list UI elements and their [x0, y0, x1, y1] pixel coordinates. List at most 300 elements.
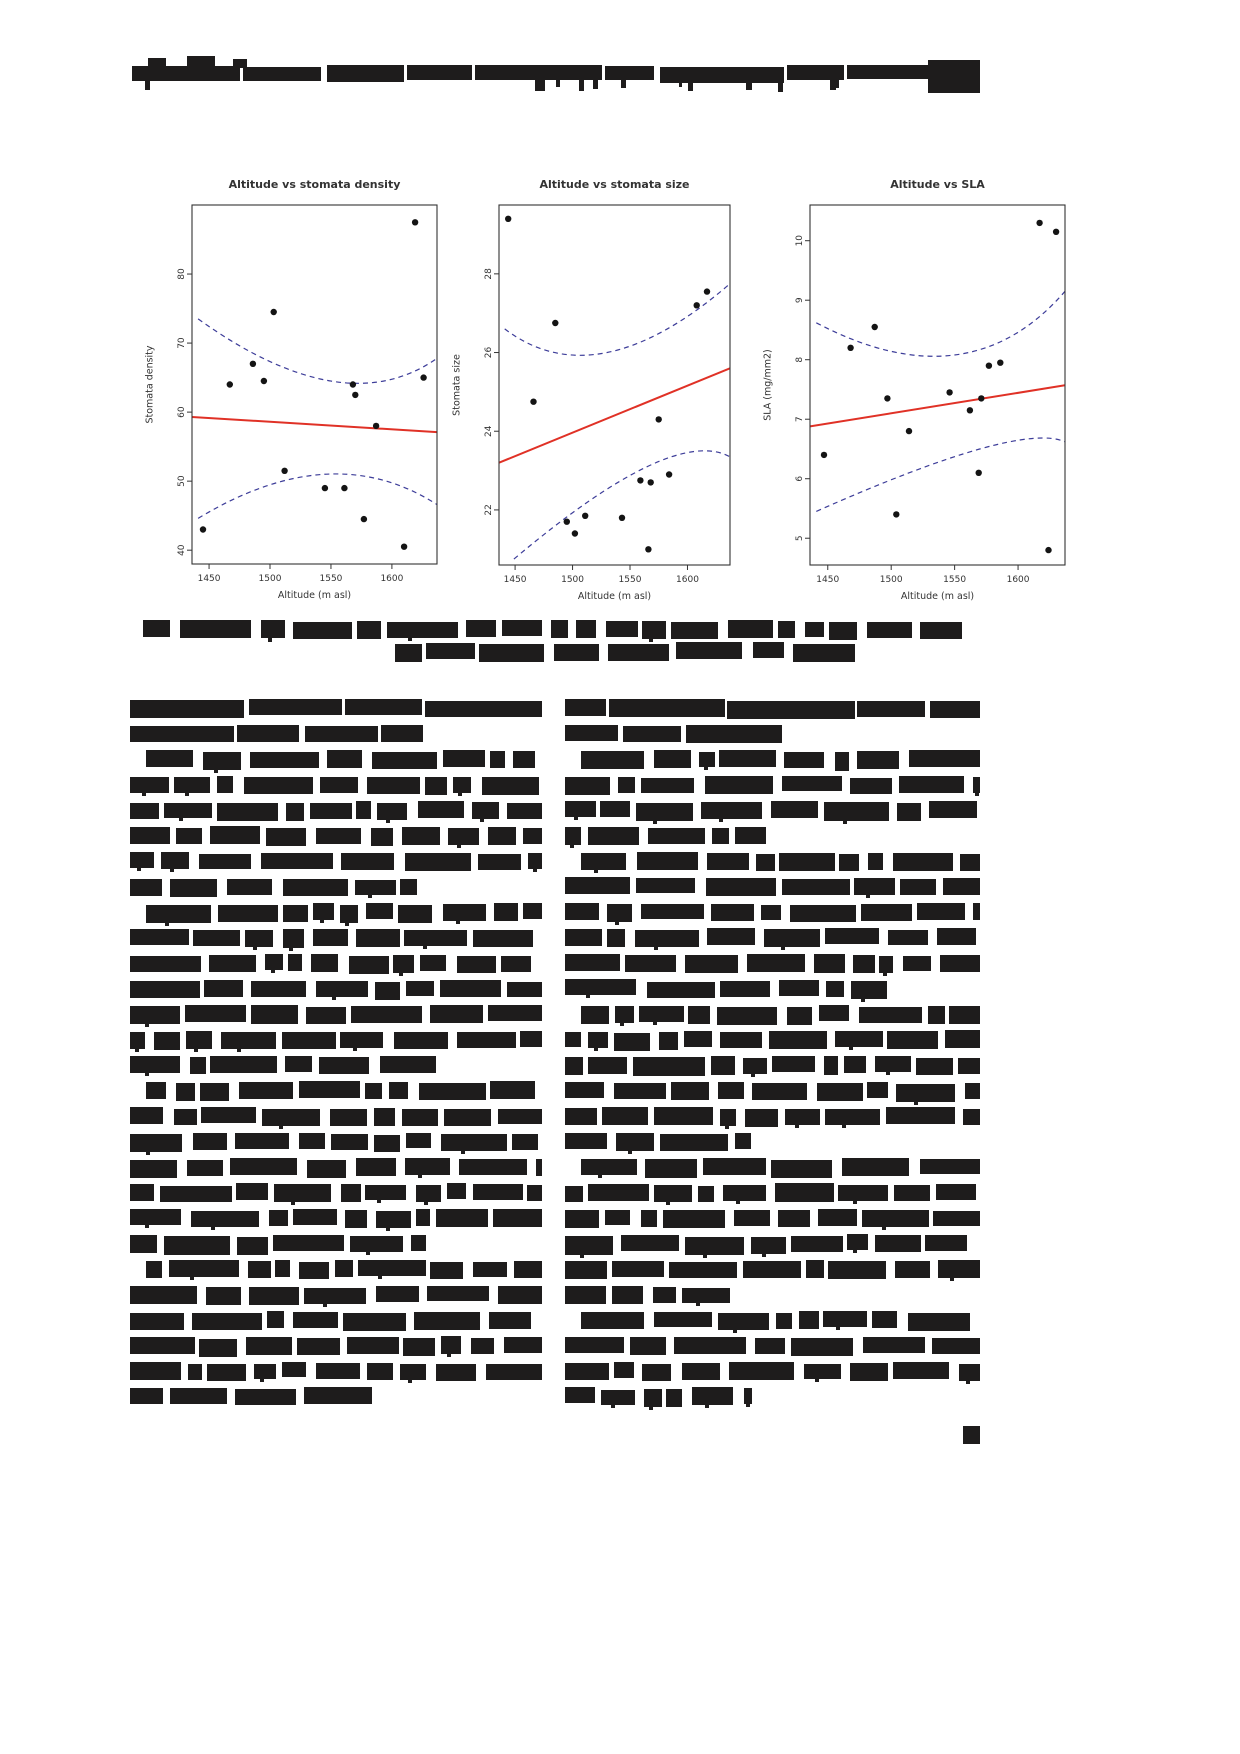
- redacted-text-bar: [376, 1286, 419, 1302]
- redacted-text-bar: [418, 801, 464, 818]
- redacted-text-bar: [616, 1133, 654, 1151]
- plot-box: [810, 205, 1065, 565]
- redacted-text-bar: [378, 1275, 382, 1279]
- x-tick-label: 1500: [561, 575, 585, 585]
- redacted-text-bar: [327, 750, 362, 767]
- redacted-text-bar: [261, 853, 332, 869]
- redacted-text-bar: [688, 1006, 710, 1024]
- redacted-text-bar: [365, 1083, 382, 1099]
- redacted-text-bar: [565, 1363, 609, 1380]
- redacted-text-bar: [313, 929, 348, 946]
- redacted-text-bar: [963, 1109, 980, 1125]
- redacted-text-bar: [825, 928, 879, 944]
- redacted-text-bar: [200, 1083, 229, 1102]
- redacted-text-bar: [440, 980, 501, 998]
- redacted-text-bar: [565, 1337, 624, 1353]
- redacted-text-bar: [227, 879, 272, 895]
- redacted-text-bar: [938, 1260, 980, 1278]
- redacted-text-bar: [494, 903, 518, 921]
- redacted-text-bar: [164, 1236, 230, 1254]
- redacted-text-bar: [842, 1158, 910, 1175]
- redacted-text-bar: [523, 828, 542, 845]
- redacted-text-bar: [771, 801, 819, 817]
- redacted-text-bar: [594, 1047, 598, 1051]
- redacted-text-bar: [482, 777, 539, 795]
- redacted-text-bar: [614, 1362, 634, 1378]
- redacted-text-bar: [862, 1210, 929, 1227]
- redacted-text-bar: [293, 1209, 337, 1225]
- redacted-text-bar: [574, 816, 578, 820]
- redacted-text-bar: [554, 644, 599, 661]
- redacted-text-bar: [746, 1403, 750, 1407]
- redacted-text-bar: [473, 1262, 507, 1278]
- redacted-text-bar: [660, 1134, 728, 1151]
- redacted-text-bar: [565, 1082, 604, 1098]
- plot-area: [810, 291, 1065, 511]
- redacted-text-bar: [706, 878, 776, 895]
- redacted-text-bar: [674, 1337, 746, 1354]
- plot-box: [499, 205, 730, 565]
- redacted-text-bar: [320, 777, 358, 793]
- redacted-text-bar: [965, 1083, 980, 1099]
- redacted-text-bar: [565, 1261, 607, 1278]
- redacted-text-bar: [316, 828, 361, 844]
- redacted-text-bar: [479, 644, 544, 662]
- data-point: [352, 392, 358, 398]
- redacted-text-bar: [761, 905, 781, 921]
- y-tick-label: 7: [795, 416, 805, 423]
- redacted-text-bar: [628, 1150, 632, 1154]
- redacted-text-bar: [859, 1007, 921, 1023]
- confidence-band-lower: [816, 438, 1065, 511]
- redacted-text-bar: [639, 1006, 684, 1022]
- redacted-text-bar: [630, 1337, 667, 1355]
- redacted-text-bar: [588, 1184, 649, 1202]
- redacted-text-bar: [718, 1082, 745, 1100]
- redacted-text-bar: [844, 1056, 866, 1072]
- redacted-text-bar: [145, 1224, 149, 1228]
- redacted-text-bar: [565, 877, 630, 894]
- redacted-text-bar: [565, 699, 606, 716]
- redacted-text-bar: [262, 1109, 320, 1126]
- redacted-text-bar: [443, 904, 486, 922]
- redacted-text-bar: [893, 853, 953, 871]
- redacted-text-bar: [425, 777, 447, 795]
- redacted-text-bar: [875, 1235, 920, 1252]
- redacted-text-bar: [416, 1185, 440, 1202]
- redacted-text-bar: [201, 1107, 255, 1123]
- redacted-text-bar: [179, 817, 183, 821]
- redacted-text-bar: [659, 1032, 678, 1050]
- redacted-text-bar: [174, 777, 211, 793]
- redacted-text-bar: [288, 954, 302, 970]
- data-point: [821, 452, 827, 458]
- redacted-text-bar: [486, 1364, 542, 1380]
- redacted-text-bar: [565, 801, 596, 818]
- redacted-text-bar: [895, 1261, 930, 1279]
- redacted-text-bar: [654, 1312, 712, 1327]
- redacted-text-bar: [174, 1109, 197, 1125]
- redacted-text-bar: [752, 1083, 807, 1100]
- redacted-text-bar: [623, 726, 681, 742]
- redacted-text-bar: [380, 1056, 436, 1073]
- redacted-text-bar: [779, 980, 819, 996]
- redacted-text-bar: [570, 844, 574, 848]
- redacted-text-bar: [266, 828, 306, 846]
- redacted-text-bar: [353, 1047, 357, 1051]
- redacted-text-bar: [963, 1426, 980, 1444]
- x-axis-ticks: [198, 564, 404, 584]
- redacted-text-bar: [176, 1083, 194, 1101]
- redacted-text-bar: [868, 853, 883, 870]
- redacted-text-bar: [735, 827, 767, 843]
- redacted-text-bar: [539, 80, 545, 91]
- redacted-text-bar: [402, 827, 440, 845]
- redacted-text-bar: [581, 1159, 637, 1175]
- redacted-text-bar: [928, 60, 980, 93]
- redacted-text-bar: [736, 1200, 740, 1204]
- data-point: [322, 485, 328, 491]
- redacted-text-bar: [211, 1226, 215, 1230]
- redacted-text-bar: [507, 803, 542, 819]
- redacted-text-bar: [400, 1364, 426, 1380]
- y-tick-label: 8: [795, 356, 805, 363]
- redacted-text-bar: [785, 1109, 819, 1125]
- redacted-text-bar: [403, 1338, 435, 1356]
- redacted-text-bar: [565, 929, 602, 945]
- redacted-text-bar: [565, 1133, 607, 1150]
- redacted-text-bar: [684, 1031, 712, 1047]
- redacted-text-bar: [148, 58, 166, 68]
- redacted-text-bar: [778, 80, 782, 92]
- x-tick-label: 1600: [380, 574, 404, 584]
- redacted-text-bar: [130, 726, 234, 742]
- redacted-text-bar: [426, 643, 475, 659]
- x-axis-label: Altitude (m asl): [577, 591, 652, 602]
- redacted-text-bar: [817, 1083, 864, 1101]
- redacted-text-bar: [843, 820, 847, 824]
- redacted-text-bar: [886, 1107, 954, 1125]
- data-point: [884, 395, 890, 401]
- redacted-text-bar: [973, 903, 980, 920]
- redacted-text-bar: [188, 1364, 202, 1381]
- redacted-text-bar: [523, 903, 542, 920]
- redacted-text-bar: [581, 853, 626, 870]
- redacted-text-bar: [908, 1313, 971, 1331]
- redacted-text-bar: [214, 769, 218, 773]
- redacted-text-bar: [685, 1237, 744, 1255]
- redacted-text-bar: [851, 981, 887, 999]
- redacted-text-bar: [154, 1032, 180, 1050]
- redacted-text-bar: [863, 1337, 925, 1352]
- redacted-text-bar: [914, 1101, 918, 1105]
- redacted-text-bar: [351, 1006, 422, 1023]
- redacted-text-bar: [443, 750, 485, 767]
- redacted-text-bar: [394, 1032, 448, 1049]
- x-tick-label: 1450: [503, 575, 527, 585]
- redacted-text-bar: [146, 1082, 166, 1099]
- redacted-text-bar: [949, 1006, 980, 1024]
- redacted-text-bar: [498, 1109, 542, 1124]
- redacted-text-bar: [853, 1200, 857, 1204]
- redacted-text-bar: [601, 1390, 635, 1406]
- redacted-text-bar: [755, 1338, 786, 1354]
- chart-title: Altitude vs stomata density: [228, 178, 401, 191]
- redacted-text-bar: [267, 1311, 284, 1328]
- redacted-text-bar: [704, 766, 708, 770]
- redacted-text-bar: [345, 699, 421, 715]
- redacted-text-bar: [781, 946, 785, 950]
- redacted-text-bar: [940, 955, 980, 972]
- redacted-text-bar: [775, 1183, 833, 1201]
- redacted-text-bar: [682, 1288, 730, 1304]
- redacted-text-bar: [400, 879, 417, 895]
- redacted-text-bar: [466, 620, 496, 637]
- redacted-text-bar: [654, 750, 691, 768]
- data-point: [271, 309, 277, 315]
- redacted-text-bar: [916, 1058, 953, 1075]
- redacted-text-bar: [221, 1032, 276, 1049]
- y-axis-ticks: [177, 268, 192, 556]
- redacted-text-bar: [130, 1056, 180, 1073]
- redacted-text-bar: [799, 1311, 819, 1329]
- redacted-text-bar: [717, 1007, 777, 1025]
- redacted-text-bar: [279, 1125, 283, 1129]
- redacted-text-bar: [424, 1201, 428, 1205]
- data-point: [505, 216, 511, 222]
- redacted-text-bar: [925, 1235, 967, 1252]
- redacted-text-bar: [787, 65, 844, 80]
- redacted-text-bar: [194, 1048, 198, 1052]
- redacted-text-bar: [565, 777, 610, 795]
- redacted-text-bar: [372, 752, 438, 769]
- data-point: [261, 378, 267, 384]
- redacted-text-bar: [701, 802, 761, 819]
- redacted-text-bar: [608, 644, 669, 661]
- redacted-text-bar: [260, 1378, 264, 1382]
- redacted-text-bar: [653, 1021, 657, 1025]
- redacted-text-bar: [930, 701, 980, 718]
- redacted-text-bar: [920, 622, 962, 639]
- redacted-text-bar: [335, 1260, 353, 1277]
- redacted-text-bar: [778, 1210, 810, 1226]
- redacted-text-bar: [135, 1048, 139, 1052]
- redacted-text-bar: [250, 752, 319, 769]
- redacted-text-bar: [251, 1005, 298, 1024]
- redacted-text-bar: [782, 776, 842, 792]
- redacted-text-bar: [386, 819, 390, 823]
- redacted-text-bar: [453, 777, 471, 794]
- confidence-band-upper: [816, 291, 1065, 356]
- redacted-text-bar: [819, 1005, 848, 1021]
- redacted-text-bar: [193, 930, 240, 946]
- redacted-text-bar: [441, 1336, 461, 1354]
- redacted-text-bar: [204, 980, 242, 996]
- redacted-text-bar: [423, 945, 427, 949]
- redacted-text-bar: [886, 1071, 890, 1075]
- redacted-text-bar: [893, 1362, 949, 1379]
- redacted-text-bar: [235, 1389, 296, 1405]
- y-tick-label: 60: [177, 406, 187, 418]
- data-point: [997, 360, 1003, 366]
- redacted-text-bar: [966, 1380, 970, 1384]
- redacted-text-bar: [586, 994, 590, 998]
- data-point: [872, 324, 878, 330]
- redacted-text-bar: [447, 1183, 466, 1199]
- redacted-text-bar: [132, 66, 240, 81]
- redacted-text-bar: [368, 894, 372, 898]
- data-point: [341, 485, 347, 491]
- redacted-text-bar: [193, 1133, 228, 1151]
- redacted-text-bar: [707, 928, 756, 945]
- redacted-text-bar: [271, 969, 275, 973]
- redacted-text-bar: [705, 1404, 709, 1408]
- redacted-text-bar: [387, 622, 458, 638]
- redacted-text-bar: [621, 1235, 679, 1251]
- redacted-text-bar: [332, 996, 336, 1000]
- redacted-text-bar: [685, 955, 738, 973]
- x-tick-label: 1500: [879, 575, 903, 585]
- redacted-text-bar: [249, 699, 342, 716]
- redacted-text-bar: [130, 777, 169, 793]
- redacted-text-bar: [556, 80, 560, 87]
- redacted-text-bar: [209, 955, 256, 972]
- data-point: [978, 395, 984, 401]
- redacted-text-bar: [490, 1081, 535, 1099]
- redacted-text-bar: [551, 620, 568, 638]
- redacted-text-bar: [286, 803, 304, 821]
- data-point: [552, 320, 558, 326]
- redacted-text-bar: [928, 1006, 945, 1025]
- redacted-text-bar: [872, 1311, 897, 1327]
- redacted-text-bar: [186, 1031, 212, 1049]
- redacted-text-bar: [818, 1209, 857, 1226]
- redacted-text-bar: [461, 1150, 465, 1154]
- redacted-text-bar: [307, 1160, 345, 1178]
- redacted-text-bar: [784, 752, 823, 769]
- y-tick-label: 10: [795, 234, 805, 247]
- redacted-text-bar: [304, 1387, 372, 1404]
- data-point: [847, 345, 853, 351]
- redacted-text-bar: [826, 981, 843, 997]
- redacted-text-bar: [283, 929, 304, 947]
- redacted-text-bar: [593, 80, 598, 89]
- x-axis-label: Altitude (m asl): [277, 590, 352, 601]
- redacted-text-bar: [615, 921, 619, 925]
- redacted-text-bar: [418, 1174, 422, 1178]
- redacted-text-bar: [190, 1057, 206, 1074]
- redacted-text-bar: [565, 979, 636, 995]
- data-point: [637, 477, 643, 483]
- redacted-text-bar: [237, 1048, 241, 1052]
- redacted-text-bar: [588, 827, 639, 846]
- redacted-text-bar: [686, 725, 782, 744]
- redacted-text-bar: [581, 751, 644, 769]
- y-axis-label: SLA (mg/mm2): [762, 349, 774, 421]
- redacted-text-bar: [377, 803, 407, 820]
- redacted-text-bar: [647, 982, 715, 999]
- regression-line: [192, 417, 437, 432]
- data-point: [976, 470, 982, 476]
- redacted-text-bar: [235, 1133, 289, 1149]
- redacted-text-bar: [244, 777, 313, 794]
- redacted-text-bar: [243, 67, 321, 81]
- redacted-text-bar: [894, 1185, 930, 1201]
- redacted-text-bar: [642, 621, 665, 639]
- redacted-text-bar: [669, 1262, 737, 1278]
- data-point: [906, 428, 912, 434]
- redacted-text-bar: [430, 1262, 463, 1279]
- redacted-text-bar: [341, 1184, 360, 1202]
- redacted-text-bar: [488, 827, 516, 844]
- redacted-text-bar: [416, 1209, 430, 1226]
- redacted-text-bar: [565, 725, 618, 741]
- redacted-text-bar: [311, 954, 338, 972]
- redacted-text-bar: [316, 1363, 360, 1379]
- redacted-text-bar: [614, 1033, 650, 1051]
- redacted-text-bar: [145, 80, 149, 90]
- redacted-text-bar: [356, 801, 371, 819]
- redacted-text-bar: [170, 879, 217, 897]
- redacted-text-bar: [436, 1209, 489, 1227]
- data-point: [361, 516, 367, 522]
- redacted-text-bar: [145, 1023, 149, 1027]
- redacted-text-bar: [793, 644, 855, 662]
- redacted-text-bar: [635, 930, 699, 947]
- redacted-text-bar: [436, 1364, 476, 1382]
- redacted-text-bar: [236, 1183, 268, 1200]
- redacted-text-bar: [404, 930, 466, 946]
- redacted-text-bar: [772, 1056, 815, 1072]
- y-tick-label: 50: [177, 475, 187, 487]
- redacted-text-bar: [688, 80, 693, 91]
- redacted-text-bar: [850, 1363, 889, 1381]
- redacted-text-bar: [176, 828, 202, 843]
- redacted-text-bar: [612, 1261, 664, 1278]
- redacted-text-bar: [130, 1209, 181, 1225]
- data-point: [704, 288, 710, 294]
- redacted-text-bar: [399, 972, 403, 976]
- redacted-text-bar: [682, 1363, 719, 1380]
- redacted-text-bar: [265, 954, 283, 970]
- redacted-text-bar: [824, 802, 890, 820]
- redacted-text-bar: [230, 1158, 297, 1175]
- redacted-text-bar: [776, 1313, 793, 1329]
- redacted-text-bar: [959, 1364, 980, 1381]
- redacted-text-bar: [130, 852, 154, 868]
- redacted-text-bar: [441, 1134, 507, 1151]
- data-point: [694, 302, 700, 308]
- redacted-text-bar: [498, 1286, 542, 1303]
- redacted-text-bar: [306, 1007, 345, 1025]
- redacted-text-bar: [493, 1209, 542, 1227]
- redacted-text-bar: [376, 1211, 411, 1228]
- redacted-text-bar: [406, 981, 434, 997]
- redacted-text-bar: [720, 1109, 736, 1127]
- redacted-text-bar: [932, 1338, 980, 1354]
- confidence-band-upper: [505, 284, 730, 356]
- redacted-text-bar: [828, 1261, 886, 1279]
- redacted-text-bar: [607, 929, 625, 947]
- redacted-text-bar: [427, 1286, 489, 1301]
- redacted-text-bar: [282, 1362, 306, 1378]
- redacted-text-bar: [666, 1389, 682, 1407]
- redacted-text-bar: [762, 1253, 766, 1257]
- redacted-text-bar: [367, 1363, 393, 1380]
- redacted-text-bar: [867, 622, 912, 638]
- redacted-text-bar: [611, 1404, 615, 1408]
- redacted-text-bar: [145, 1072, 149, 1076]
